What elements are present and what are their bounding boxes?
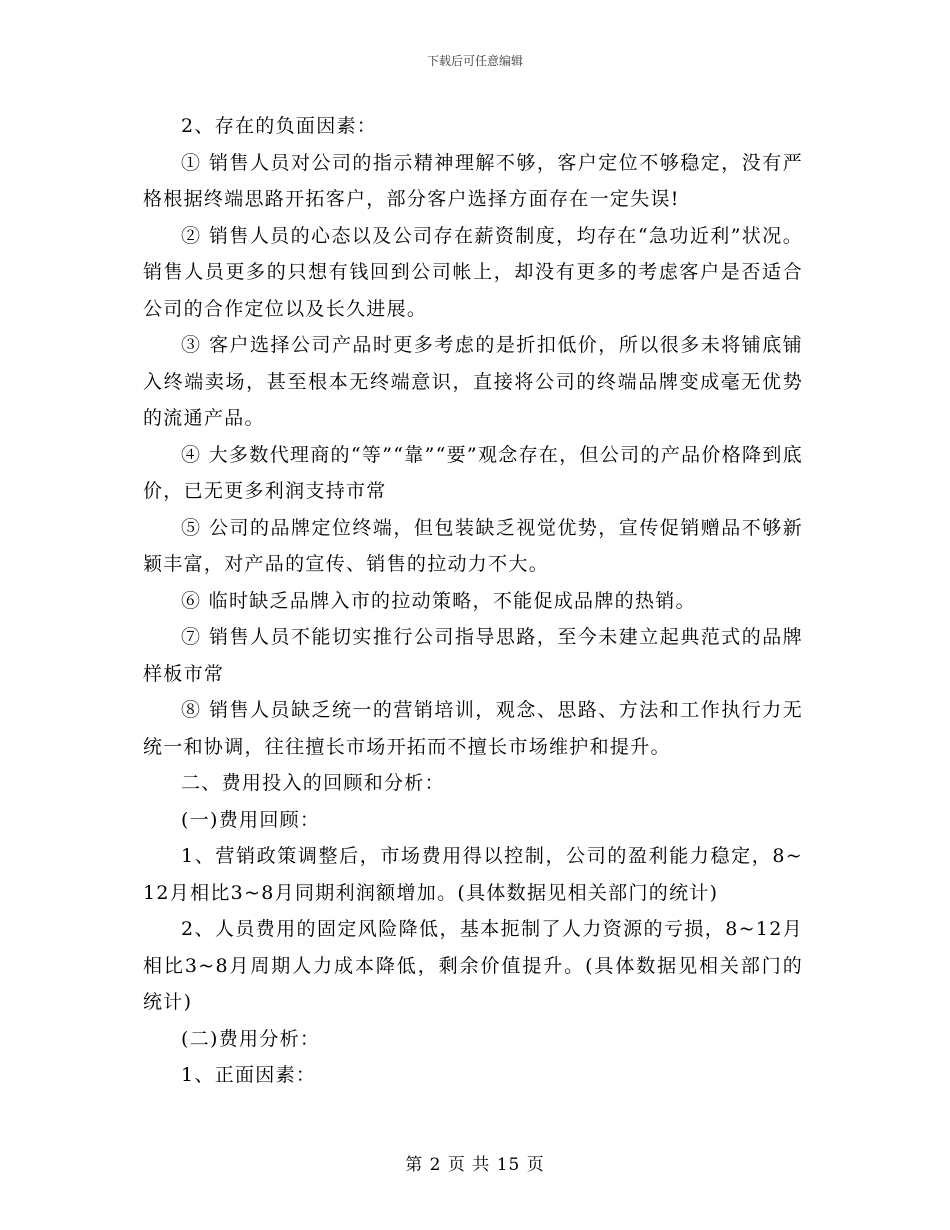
paragraph: ⑦ 销售人员不能切实推行公司指导思路，至今未建立起典范式的品牌样板市常 bbox=[143, 626, 803, 685]
paragraph: ⑤ 公司的品牌定位终端，但包装缺乏视觉优势，宣传促销赠品不够新颖丰富，对产品的宣传、销售的拉动力不大。 bbox=[143, 516, 803, 575]
paragraph: 2、人员费用的固定风险降低，基本扼制了人力资源的亏损，8~12月相比3~8月周期人力成本降低，剩余价值提升。(具体数据见相关部门的统计) bbox=[143, 918, 803, 1013]
section-heading: 二、费用投入的回顾和分析： bbox=[181, 772, 445, 794]
paragraph: ⑧ 销售人员缺乏统一的营销培训，观念、思路、方法和工作执行力无统一和协调，往往擅长市场开拓而不擅长市场维护和提升。 bbox=[143, 699, 803, 758]
subsection-heading: (二)费用分析： bbox=[181, 1027, 321, 1050]
page-header: 下载后可任意编辑 bbox=[426, 54, 523, 68]
paragraph: ① 销售人员对公司的指示精神理解不够，客户定位不够稳定，没有严格根据终端思路开拓客户，部分客户选择方面存在一定失误! bbox=[143, 151, 803, 210]
paragraph: ④ 大多数代理商的“等”“靠”“要”观念存在，但公司的产品价格降到底价，已无更多利润支持市常 bbox=[143, 443, 803, 502]
subsection-heading: (一)费用回顾： bbox=[181, 808, 321, 831]
paragraph: ⑥ 临时缺乏品牌入市的拉动策略，不能促成品牌的热销。 bbox=[181, 589, 696, 612]
paragraph: 2、存在的负面因素： bbox=[181, 115, 378, 137]
paragraph: 1、正面因素： bbox=[181, 1064, 317, 1086]
paragraph: ② 销售人员的心态以及公司存在薪资制度，均存在“急功近利”状况。销售人员更多的只想有钱回到公司帐上，却没有更多的考虑客户是否适合公司的合作定位以及长久进展。 bbox=[143, 224, 803, 320]
page-number-footer: 第 2 页 共 15 页 bbox=[405, 1155, 545, 1175]
document-body bbox=[143, 108, 803, 1094]
paragraph: ③ 客户选择公司产品时更多考虑的是折扣低价，所以很多未将铺底铺入终端卖场，甚至根本无终端意识，直接将公司的终端品牌变成毫无优势的流通产品。 bbox=[143, 334, 803, 429]
paragraph: 1、营销政策调整后，市场费用得以控制，公司的盈利能力稳定，8~12月相比3~8月同期利润额增加。(具体数据见相关部门的统计) bbox=[143, 845, 803, 904]
